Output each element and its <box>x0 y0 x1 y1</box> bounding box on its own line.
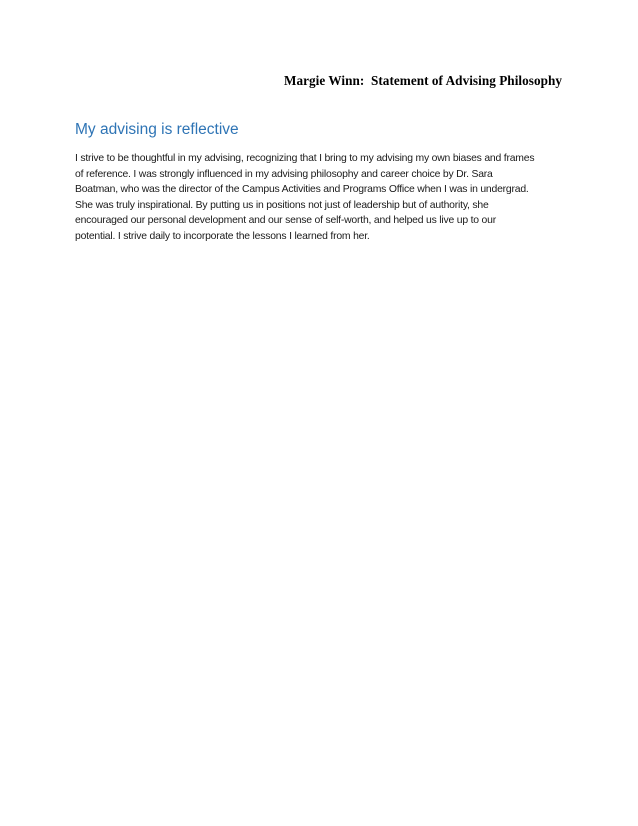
paragraph-line-5: encouraged our personal development and our sense of self-worth, and helped us live up to our <box>75 215 496 227</box>
body-paragraph <box>75 151 575 245</box>
paragraph-line-1: I strive to be thoughtful in my advising, recognizing that I bring to my advising my own biases and frames <box>75 153 535 164</box>
paragraph-line-6: potential. I strive daily to incorporate the lessons I learned from her. <box>75 230 370 242</box>
document-header-title: Margie Winn: Statement of Advising Philosophy <box>283 73 562 88</box>
paragraph-line-4: She was truly inspirational. By putting us in positions not just of leadership but of authority, she <box>75 199 489 211</box>
section-heading: My advising is reflective <box>75 121 239 138</box>
paragraph-line-3: Boatman, who was the director of the Campus Activities and Programs Office when I was in undergrad. <box>75 184 529 196</box>
paragraph-line-2: of reference. I was strongly influenced in my advising philosophy and career choice by Dr. Sara <box>75 168 493 180</box>
